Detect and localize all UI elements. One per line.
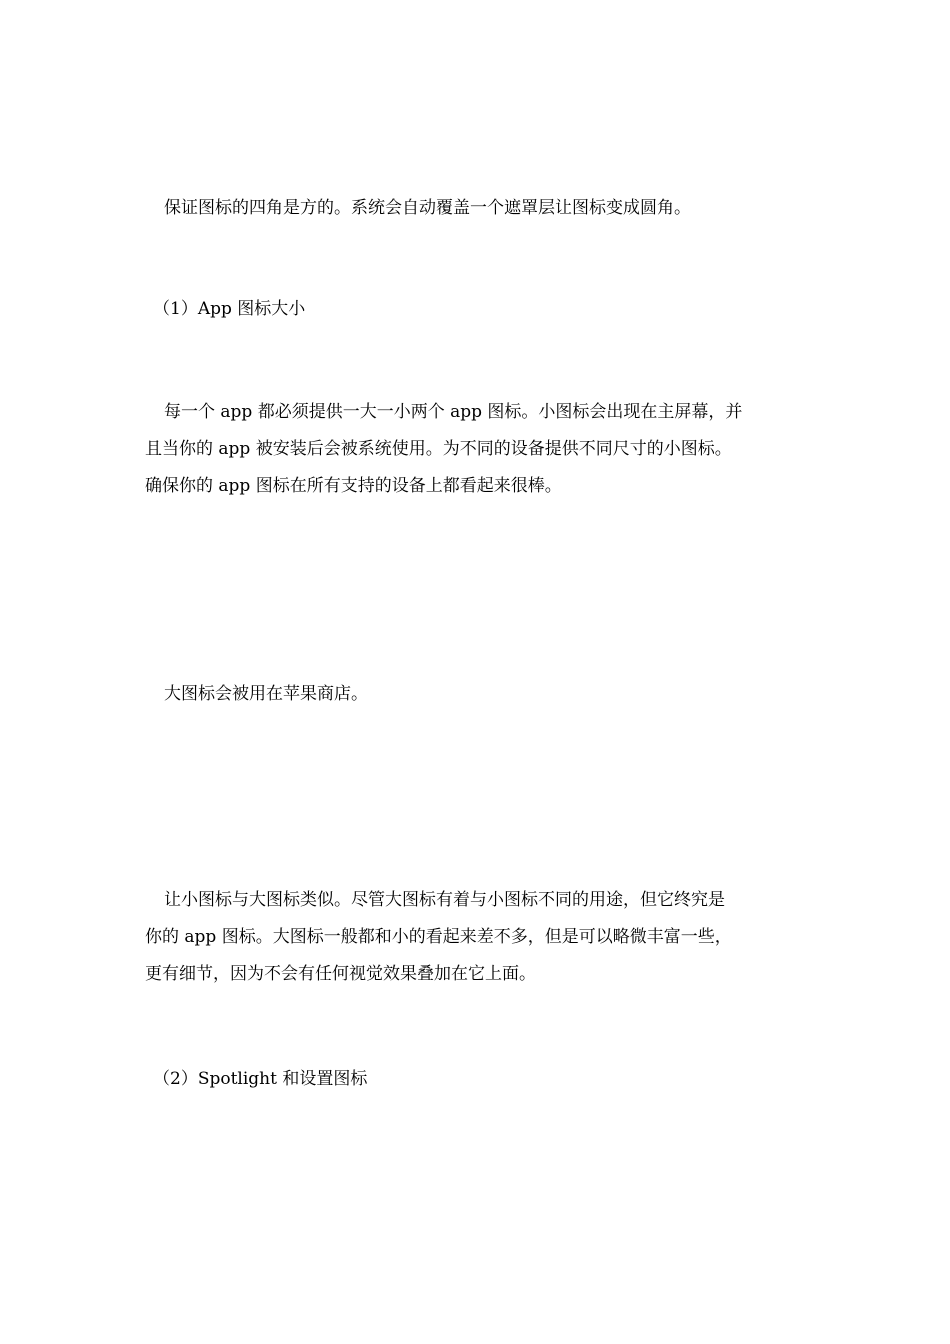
paragraph-rounded-corners: [145, 190, 805, 227]
section-heading-app-icon-size: （1）App 图标大小: [153, 299, 306, 319]
paragraph-line: 让小图标与大图标类似。尽管大图标有着与小图标不同的用途，但它终究是: [164, 890, 725, 910]
paragraph-line: 更有细节，因为不会有任何视觉效果叠加在它上面。: [145, 964, 536, 984]
paragraph-line: 大图标会被用在苹果商店。: [164, 684, 368, 704]
paragraph-large-icon-app-store: [145, 676, 805, 713]
paragraph-line: 确保你的 app 图标在所有支持的设备上都看起来很棒。: [145, 476, 562, 496]
paragraph-line: 每一个 app 都必须提供一大一小两个 app 图标。小图标会出现在主屏幕，并: [164, 402, 743, 422]
paragraph-line: 你的 app 图标。大图标一般都和小的看起来差不多，但是可以略微丰富一些，: [145, 927, 732, 947]
paragraph-line: 保证图标的四角是方的。系统会自动覆盖一个遮罩层让图标变成圆角。: [164, 198, 691, 218]
section-heading-spotlight-settings-icon: （2）Spotlight 和设置图标: [153, 1069, 368, 1089]
paragraph-app-icon-requirements: [145, 394, 805, 505]
paragraph-icon-similarity: [145, 882, 805, 993]
paragraph-line: 且当你的 app 被安装后会被系统使用。为不同的设备提供不同尺寸的小图标。: [145, 439, 732, 459]
